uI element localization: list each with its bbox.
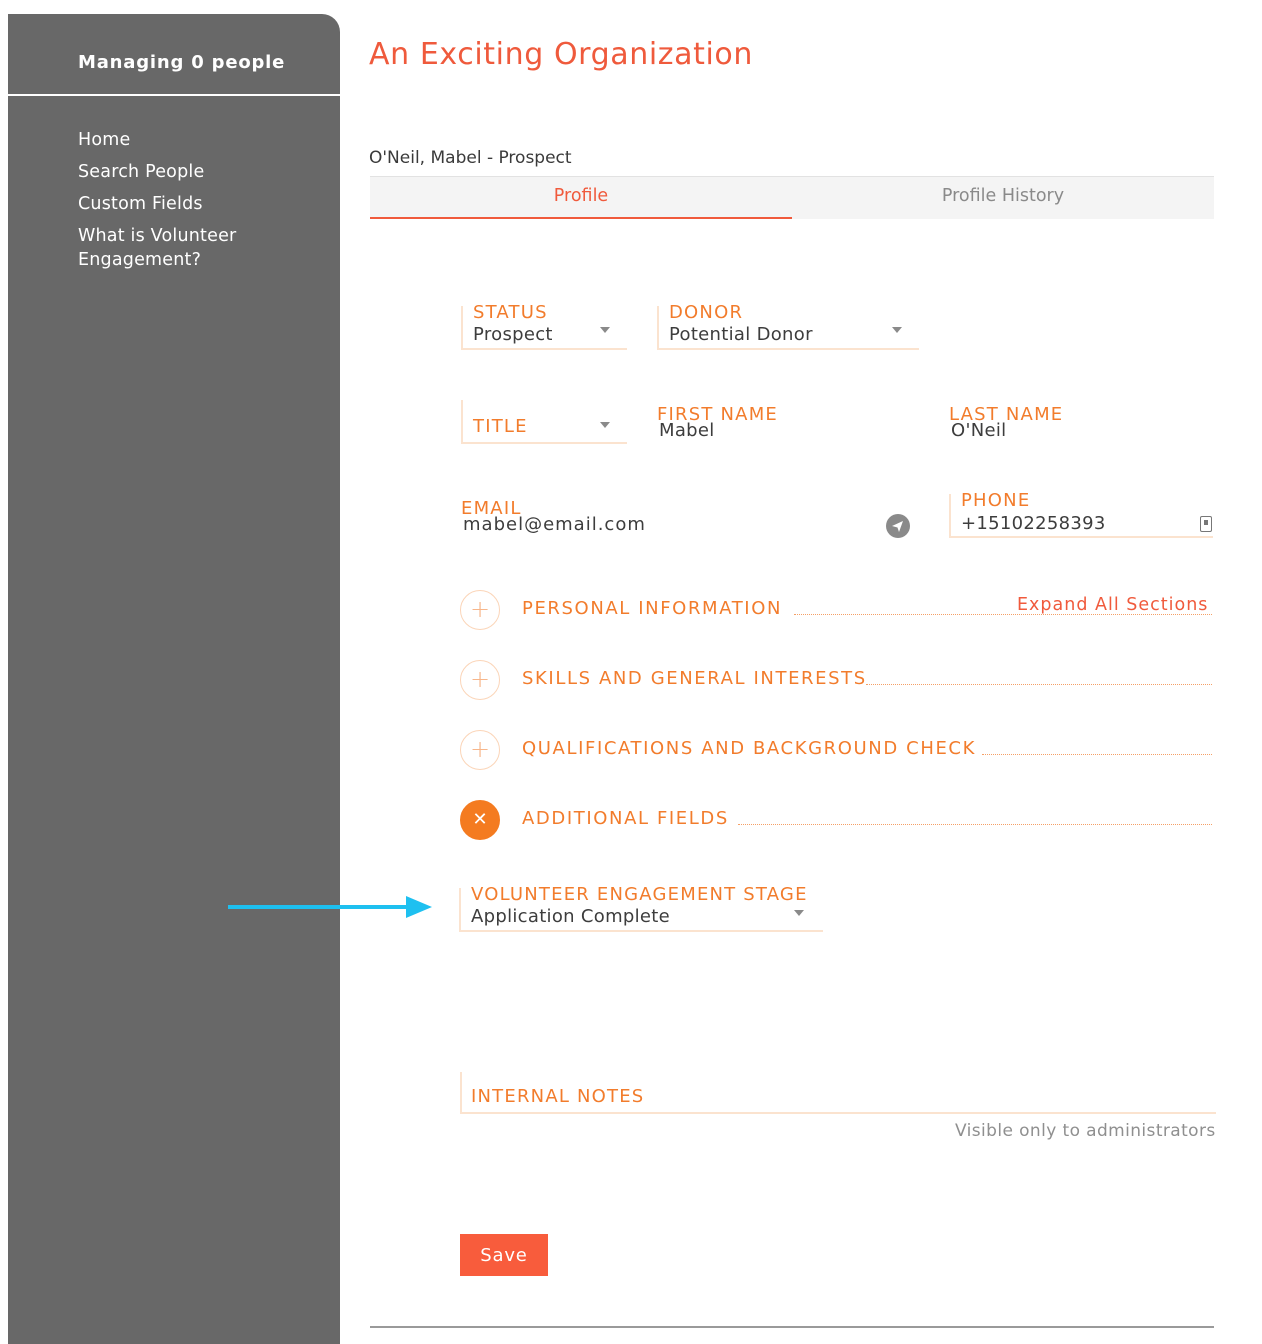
- tab-profile[interactable]: Profile: [370, 177, 792, 219]
- chevron-down-icon[interactable]: [892, 327, 902, 333]
- section-divider: [738, 824, 1212, 825]
- expand-skills-button[interactable]: +: [460, 660, 500, 700]
- section-additional-fields[interactable]: ADDITIONAL FIELDS: [522, 808, 729, 829]
- expand-personal-information-button[interactable]: +: [460, 590, 500, 630]
- sidebar-title: Managing 0 people: [78, 52, 286, 73]
- donor-label: DONOR: [669, 302, 744, 323]
- profile-tabs: [370, 176, 1214, 219]
- section-personal-information[interactable]: PERSONAL INFORMATION: [522, 598, 783, 619]
- save-button[interactable]: Save: [460, 1234, 548, 1276]
- person-breadcrumb: O'Neil, Mabel - Prospect: [369, 148, 572, 168]
- status-label: STATUS: [473, 302, 548, 323]
- status-value: Prospect: [473, 324, 553, 345]
- sidebar-item-search-people[interactable]: Search People: [78, 162, 205, 182]
- page-title: An Exciting Organization: [369, 37, 753, 72]
- email-label: EMAIL: [461, 498, 522, 519]
- contact-card-icon[interactable]: [1200, 516, 1212, 532]
- section-skills-interests[interactable]: SKILLS AND GENERAL INTERESTS: [522, 668, 867, 689]
- sidebar-item-custom-fields[interactable]: Custom Fields: [78, 194, 203, 214]
- phone-field[interactable]: +15102258393: [961, 513, 1106, 534]
- collapse-additional-fields-button[interactable]: ✕: [460, 800, 500, 840]
- volunteer-stage-label: VOLUNTEER ENGAGEMENT STAGE: [471, 884, 808, 905]
- last-name-field[interactable]: O'Neil: [951, 420, 1007, 441]
- sidebar-divider: [8, 94, 340, 96]
- first-name-field[interactable]: Mabel: [659, 420, 715, 441]
- sidebar-nav: [78, 128, 318, 280]
- section-divider: [866, 684, 1212, 685]
- bottom-divider: [370, 1326, 1214, 1328]
- send-icon[interactable]: [886, 514, 910, 538]
- email-field[interactable]: mabel@email.com: [463, 514, 646, 535]
- expand-all-sections-link[interactable]: Expand All Sections: [1017, 595, 1209, 615]
- chevron-down-icon[interactable]: [794, 910, 804, 916]
- sidebar-item-home[interactable]: Home: [78, 130, 131, 150]
- title-label: TITLE: [473, 416, 528, 437]
- send-icon-glyph: [886, 514, 910, 538]
- chevron-down-icon[interactable]: [600, 327, 610, 333]
- internal-notes-label: INTERNAL NOTES: [471, 1086, 645, 1107]
- expand-qualifications-button[interactable]: +: [460, 730, 500, 770]
- section-qualifications[interactable]: QUALIFICATIONS AND BACKGROUND CHECK: [522, 738, 976, 759]
- chevron-down-icon[interactable]: [600, 422, 610, 428]
- last-name-label: LAST NAME: [949, 404, 1064, 425]
- volunteer-stage-value: Application Complete: [471, 906, 671, 927]
- first-name-label: FIRST NAME: [657, 404, 778, 425]
- sidebar-item-volunteer-engagement[interactable]: What is Volunteer Engagement?: [78, 226, 237, 270]
- donor-value: Potential Donor: [669, 324, 813, 345]
- internal-notes-hint: Visible only to administrators: [955, 1121, 1216, 1141]
- phone-label: PHONE: [961, 490, 1031, 511]
- pointer-arrow-icon: [228, 896, 434, 920]
- section-divider: [982, 754, 1212, 755]
- sidebar: [8, 14, 340, 1344]
- tab-profile-history[interactable]: Profile History: [941, 186, 1065, 206]
